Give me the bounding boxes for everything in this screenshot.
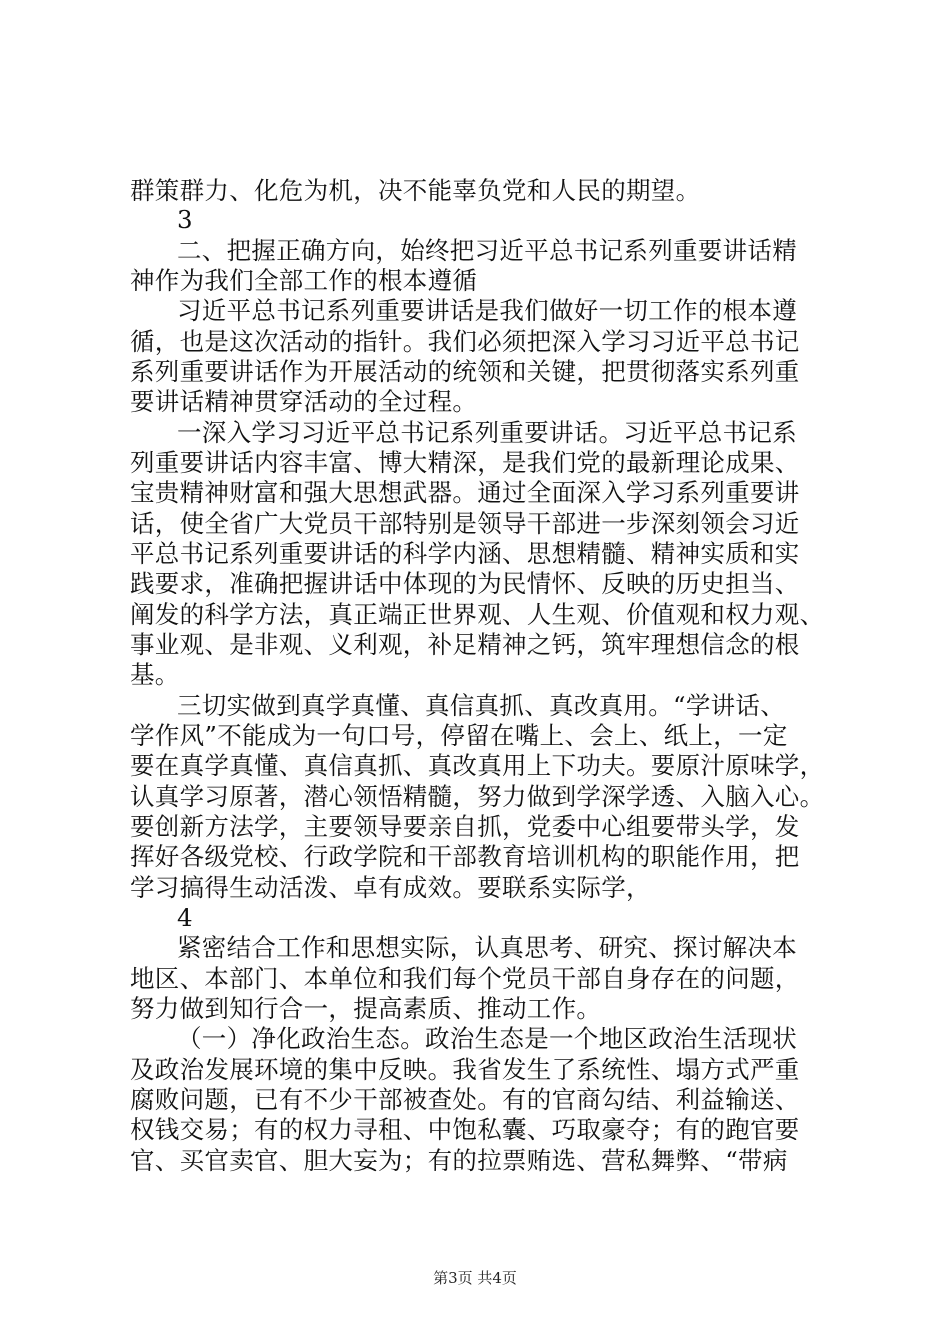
- paragraph-line: 紧密结合工作和思想实际，认真思考、研究、探讨解决本: [177, 933, 797, 962]
- paragraph-line: 要创新方法学，主要领导要亲自抓，党委中心组要带头学，发: [130, 812, 800, 841]
- paragraph-line: 及政治发展环境的集中反映。我省发生了系统性、塌方式严重: [130, 1055, 800, 1084]
- paragraph-line: 循，也是这次活动的指针。我们必须把深入学习习近平总书记: [130, 327, 800, 356]
- paragraph-line: 地区、本部门、本单位和我们每个党员干部自身存在的问题，: [130, 964, 800, 993]
- paragraph-line: 事业观、是非观、义利观，补足精神之钙，筑牢理想信念的根: [130, 630, 800, 659]
- paragraph-line: 践要求，准确把握讲话中体现的为民情怀、反映的历史担当、: [130, 569, 800, 598]
- paragraph-line: 学作风”不能成为一句口号，停留在嘴上、会上、纸上，一定: [130, 721, 788, 750]
- paragraph-line: 挥好各级党校、行政学院和干部教育培训机构的职能作用，把: [130, 842, 800, 871]
- paragraph-line: 系列重要讲话作为开展活动的统领和关键，把贯彻落实系列重: [130, 357, 800, 386]
- paragraph-line: 基。: [130, 660, 180, 689]
- paragraph-line: 权钱交易；有的权力寻租、中饱私囊、巧取豪夺；有的跑官要: [130, 1115, 800, 1144]
- paragraph-line: 一深入学习习近平总书记系列重要讲话。习近平总书记系: [177, 418, 797, 447]
- paragraph-line: 话，使全省广大党员干部特别是领导干部进一步深刻领会习近: [130, 509, 800, 538]
- paragraph-line: 要讲话精神贯穿活动的全过程。: [130, 387, 478, 416]
- text-line-1: 群策群力、化危为机，决不能辜负党和人民的期望。: [130, 176, 701, 205]
- paragraph-line: （一）净化政治生态。政治生态是一个地区政治生活现状: [177, 1024, 797, 1053]
- paragraph-line: 努力做到知行合一，提高素质、推动工作。: [130, 994, 602, 1023]
- paragraph-line: 要在真学真懂、真信真抓、真改真用上下功夫。要原汁原味学，: [130, 751, 825, 780]
- page-footer: 第3页 共4页: [433, 1269, 517, 1287]
- paragraph-line: 列重要讲话内容丰富、博大精深，是我们党的最新理论成果、: [130, 448, 800, 477]
- section-heading-2: 二、把握正确方向，始终把习近平总书记系列重要讲话精: [177, 236, 797, 265]
- section-heading-2-cont: 神作为我们全部工作的根本遵循: [130, 266, 478, 295]
- paragraph-line: 腐败问题，已有不少干部被查处。有的官商勾结、利益输送、: [130, 1085, 800, 1114]
- paragraph-line: 阐发的科学方法，真正端正世界观、人生观、价值观和权力观、: [130, 600, 825, 629]
- page-marker-4: 4: [177, 903, 193, 932]
- paragraph-line: 认真学习原著，潜心领悟精髓，努力做到学深学透、入脑入心。: [130, 782, 825, 811]
- paragraph-line: 平总书记系列重要讲话的科学内涵、思想精髓、精神实质和实: [130, 539, 800, 568]
- page-marker-3: 3: [177, 205, 193, 234]
- paragraph-line: 学习搞得生动活泼、卓有成效。要联系实际学，: [130, 873, 651, 902]
- paragraph-line: 三切实做到真学真懂、真信真抓、真改真用。“学讲话、: [177, 691, 786, 720]
- paragraph-line: 宝贵精神财富和强大思想武器。通过全面深入学习系列重要讲: [130, 478, 800, 507]
- paragraph-line: 习近平总书记系列重要讲话是我们做好一切工作的根本遵: [177, 296, 797, 325]
- paragraph-line: 官、买官卖官、胆大妄为；有的拉票贿选、营私舞弊、“带病: [130, 1146, 788, 1175]
